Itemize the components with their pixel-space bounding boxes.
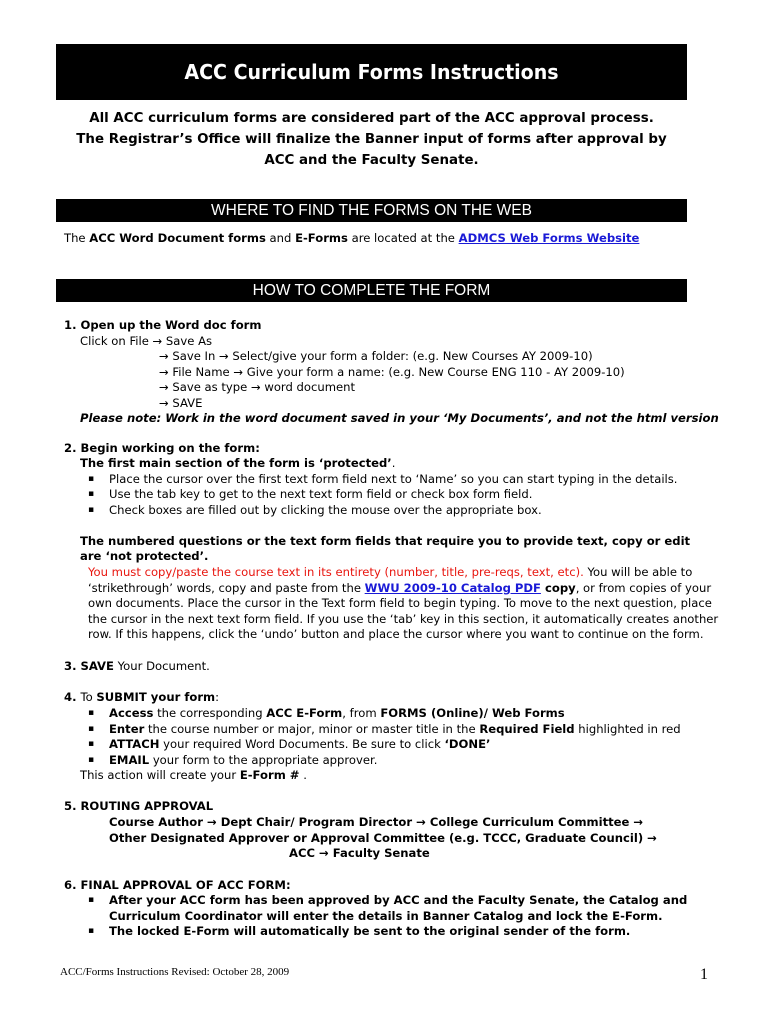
email-word: EMAIL <box>109 753 150 767</box>
enter-word: Enter <box>109 722 145 736</box>
bullet-icon: ▪ <box>88 724 95 734</box>
step-1-line-5: → SAVE <box>159 396 203 410</box>
step-4-bullet-2-text: the course number or major, minor or master title in the <box>144 722 480 736</box>
step-4-bullet-1-text-2: , from <box>342 706 381 720</box>
step-6-bullet-1a: After your ACC form has been approved by ACC and the Faculty Senate, the Catalog and <box>109 893 688 907</box>
step-3 <box>64 659 210 675</box>
step-2-para-2 <box>88 581 711 597</box>
step-2-para-1 <box>88 565 692 581</box>
step-2-para-2-copy: copy <box>540 581 576 595</box>
intro-line-2: The Registrar’s Office will finalize the Banner input of forms after approval by <box>76 132 667 147</box>
page-title: ACC Curriculum Forms Instructions <box>184 60 559 84</box>
bullet-icon: ▪ <box>88 895 95 905</box>
step-2-bullet-1: Place the cursor over the first text form field next to ‘Name’ so you can start typing in the details. <box>109 472 678 486</box>
step-1-line-1: Click on File → Save As <box>80 334 213 348</box>
footer-revision: ACC/Forms Instructions Revised: October 28, 2009 <box>60 966 290 978</box>
step-6-heading: 6. FINAL APPROVAL OF ACC FORM: <box>64 878 291 892</box>
bullet-icon: ▪ <box>88 926 95 936</box>
copy-paste-warning: You must copy/paste the course text in its entirety (number, title, pre-reqs, text, etc). <box>88 565 584 579</box>
routing-line-1: Course Author → Dept Chair/ Program Director → College Curriculum Committee → <box>109 815 644 829</box>
step-3-num: 3. <box>64 659 81 673</box>
step-4-submit: SUBMIT your form <box>96 690 216 704</box>
eform-number: E-Form # <box>239 768 300 782</box>
attach-word: ATTACH <box>109 737 160 751</box>
step-1-heading: 1. Open up the Word doc form <box>64 318 262 332</box>
where-bold-1: ACC Word Document forms <box>89 231 266 245</box>
bullet-icon: ▪ <box>88 755 95 765</box>
step-1-line-2: → Save In → Select/give your form a folder: (e.g. New Courses AY 2009-10) <box>159 349 593 363</box>
how-heading: HOW TO COMPLETE THE FORM <box>56 279 687 302</box>
step-5-heading: 5. ROUTING APPROVAL <box>64 799 214 813</box>
step-2-para-1-rest: You will be able to <box>583 565 693 579</box>
step-4-bullet-1 <box>109 706 565 722</box>
step-3-text: Your Document. <box>113 659 210 673</box>
step-4-bullet-2-text-2: highlighted in red <box>574 722 681 736</box>
step-2-question-1: The numbered questions or the text form fields that require you to provide text, copy or edit <box>80 534 691 548</box>
bullet-icon: ▪ <box>88 489 95 499</box>
step-2-para-2-c: , or from copies of your <box>575 581 712 595</box>
routing-line-2: Other Designated Approver or Approval Committee (e.g. TCCC, Graduate Council) → <box>109 831 657 845</box>
step-4-result-end: . <box>299 768 307 782</box>
step-6-bullet-1b: Curriculum Coordinator will enter the details in Banner Catalog and lock the E-Form. <box>109 909 663 923</box>
step-1-line-3: → File Name → Give your form a name: (e.g. New Course ENG 110 - AY 2009-10) <box>159 365 625 379</box>
step-2-question-2: are ‘not protected’. <box>80 549 209 563</box>
where-bold-2: E-Forms <box>295 231 348 245</box>
step-4-bullet-3 <box>109 737 490 753</box>
bullet-icon: ▪ <box>88 739 95 749</box>
title-bar <box>56 44 687 100</box>
step-2-para-2-a: ‘strikethrough’ words, copy and paste from the <box>88 581 365 595</box>
step-2-para-3: own documents. Place the cursor in the Text form field to begin typing. To move to the next question, place <box>88 596 712 610</box>
protected-note-period: . <box>391 456 396 470</box>
step-4-result-text: This action will create your <box>80 768 240 782</box>
step-4-bullet-2 <box>109 722 681 738</box>
step-6-bullet-2: The locked E-Form will automatically be sent to the original sender of the form. <box>109 924 631 938</box>
step-1-note: Please note: Work in the word document saved in your ‘My Documents’, and not the html version <box>80 411 719 425</box>
where-text-3: are located at the <box>347 231 459 245</box>
intro-line-3: ACC and the Faculty Senate. <box>264 153 479 168</box>
bullet-icon: ▪ <box>88 474 95 484</box>
forms-online-word: FORMS (Online)/ Web Forms <box>380 706 565 720</box>
protected-note: The first main section of the form is ‘protected’ <box>80 456 392 470</box>
intro-text <box>56 108 687 171</box>
step-3-save: SAVE <box>80 659 114 673</box>
step-2-para-4: the cursor in the next text form field. If you use the ‘tab’ key in this section, it automatically creates another <box>88 612 719 626</box>
step-2-para-5: row. If this happens, click the ‘undo’ button and place the cursor where you want to continue on the form. <box>88 627 704 641</box>
step-1-line-4: → Save as type → word document <box>159 380 356 394</box>
step-2-heading: 2. Begin working on the form: <box>64 441 260 455</box>
step-2-bullet-3: Check boxes are filled out by clicking the mouse over the appropriate box. <box>109 503 542 517</box>
bullet-icon: ▪ <box>88 505 95 515</box>
done-word: ‘DONE’ <box>444 737 491 751</box>
step-4-heading <box>64 690 219 706</box>
step-4-result <box>80 768 307 784</box>
bullet-icon: ▪ <box>88 708 95 718</box>
routing-line-3: ACC → Faculty Senate <box>289 846 430 860</box>
step-2-subheading <box>80 456 395 472</box>
step-4-bullet-4-text: your form to the appropriate approver. <box>149 753 378 767</box>
step-2-bullet-2: Use the tab key to get to the next text form field or check box form field. <box>109 487 533 501</box>
where-text-1: The <box>64 231 90 245</box>
where-text-2: and <box>265 231 296 245</box>
step-4-bullet-4 <box>109 753 377 769</box>
step-4-colon: : <box>215 690 220 704</box>
intro-line-1: All ACC curriculum forms are considered part of the ACC approval process. <box>89 111 654 126</box>
where-text <box>64 231 639 247</box>
step-4-bullet-3-text: your required Word Documents. Be sure to click <box>159 737 445 751</box>
admcs-web-forms-link[interactable]: ADMCS Web Forms Website <box>458 231 640 245</box>
catalog-pdf-link[interactable]: WWU 2009-10 Catalog PDF <box>364 581 541 595</box>
acc-eform-word: ACC E-Form <box>266 706 343 720</box>
required-field-word: Required Field <box>479 722 575 736</box>
access-word: Access <box>109 706 154 720</box>
step-4-bullet-1-text: the corresponding <box>153 706 267 720</box>
step-4-to: To <box>80 690 97 704</box>
step-4-num: 4. <box>64 690 81 704</box>
page-number: 1 <box>700 966 708 983</box>
where-heading: WHERE TO FIND THE FORMS ON THE WEB <box>56 199 687 222</box>
